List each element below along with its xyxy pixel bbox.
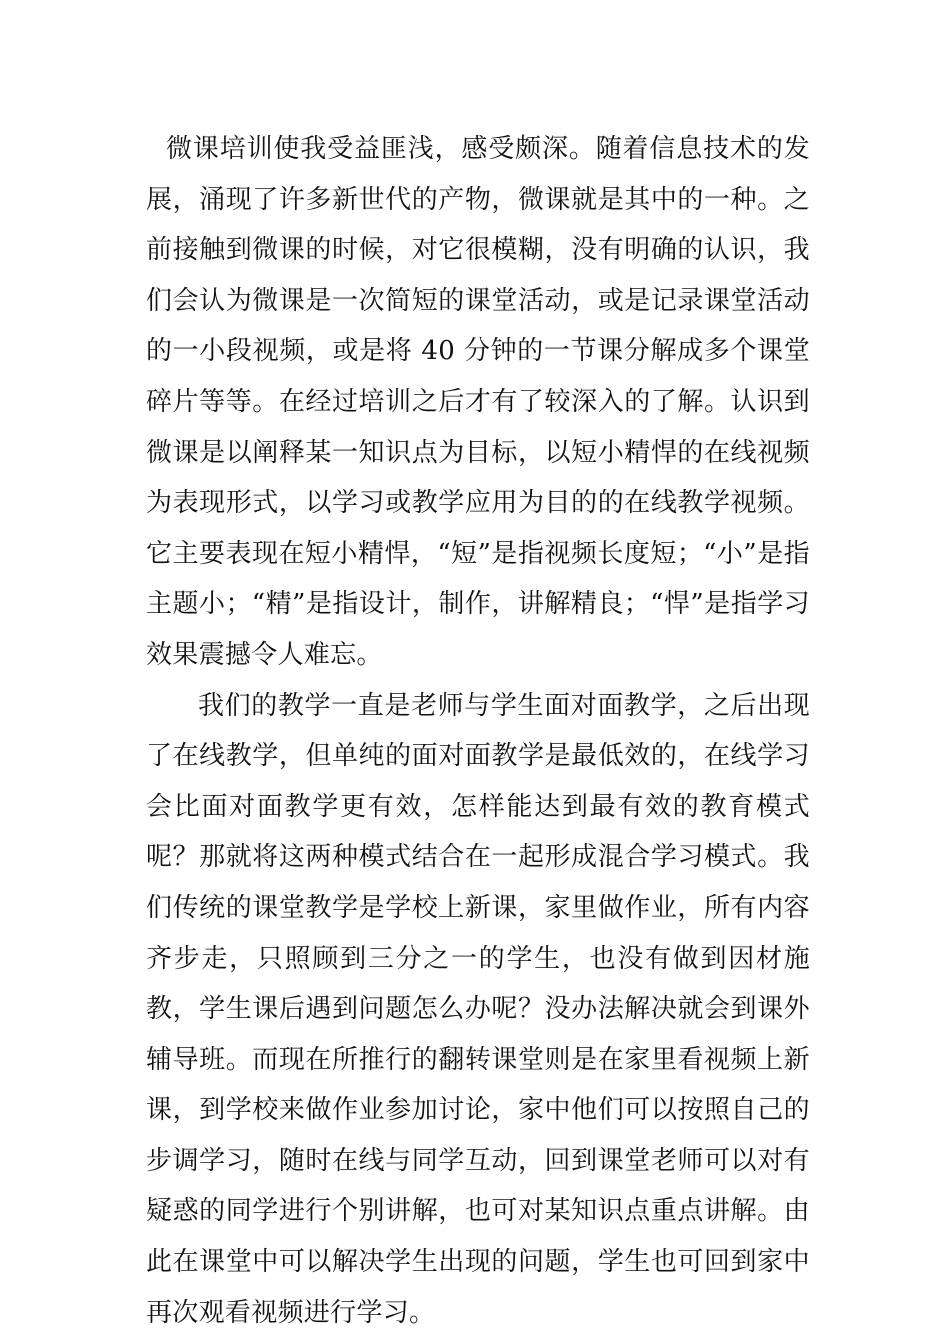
- paragraph-1: 微课培训使我受益匪浅，感受颇深。随着信息技术的发展，涌现了许多新世代的产物，微课就是其中的一种。之前接触到微课的时候，对它很模糊，没有明确的认识，我们会认为微课是一次简短的课堂活动，或是记录课堂活动的一小段视频，或是将 40 分钟的一节课分解成多个课堂碎片等等。在经过培训之后才有了较深入的了解。认识到微课是以阐释某一知识点为目标，以短小精悍的在线视频为表现形式，以学习或教学应用为目的的在线教学视频。它主要表现在短小精悍，“短”是指视频长度短；“小”是指主题小；“精”是指设计，制作，讲解精良；“悍”是指学习效果震撼令人难忘。: [146, 134, 810, 670]
- paragraph-2: 我们的教学一直是老师与学生面对面教学，之后出现了在线教学，但单纯的面对面教学是最低效的，在线学习会比面对面教学更有效，怎样能达到最有效的教育模式呢？那就将这两种模式结合在一起形成混合学习模式。我们传统的课堂教学是学校上新课，家里做作业，所有内容齐步走，只照顾到三分之一的学生，也没有做到因材施教，学生课后遇到问题怎么办呢？没办法解决就会到课外辅导班。而现在所推行的翻转课堂则是在家里看视频上新课，到学校来做作业参加讨论，家中他们可以按照自己的步调学习，随时在线与同学互动，回到课堂老师可以对有疑惑的同学进行个别讲解，也可对某知识点重点讲解。由此在课堂中可以解决学生出现的问题，学生也可回到家中再次观看视频进行学习。: [146, 690, 810, 1328]
- body-text: [146, 124, 810, 1338]
